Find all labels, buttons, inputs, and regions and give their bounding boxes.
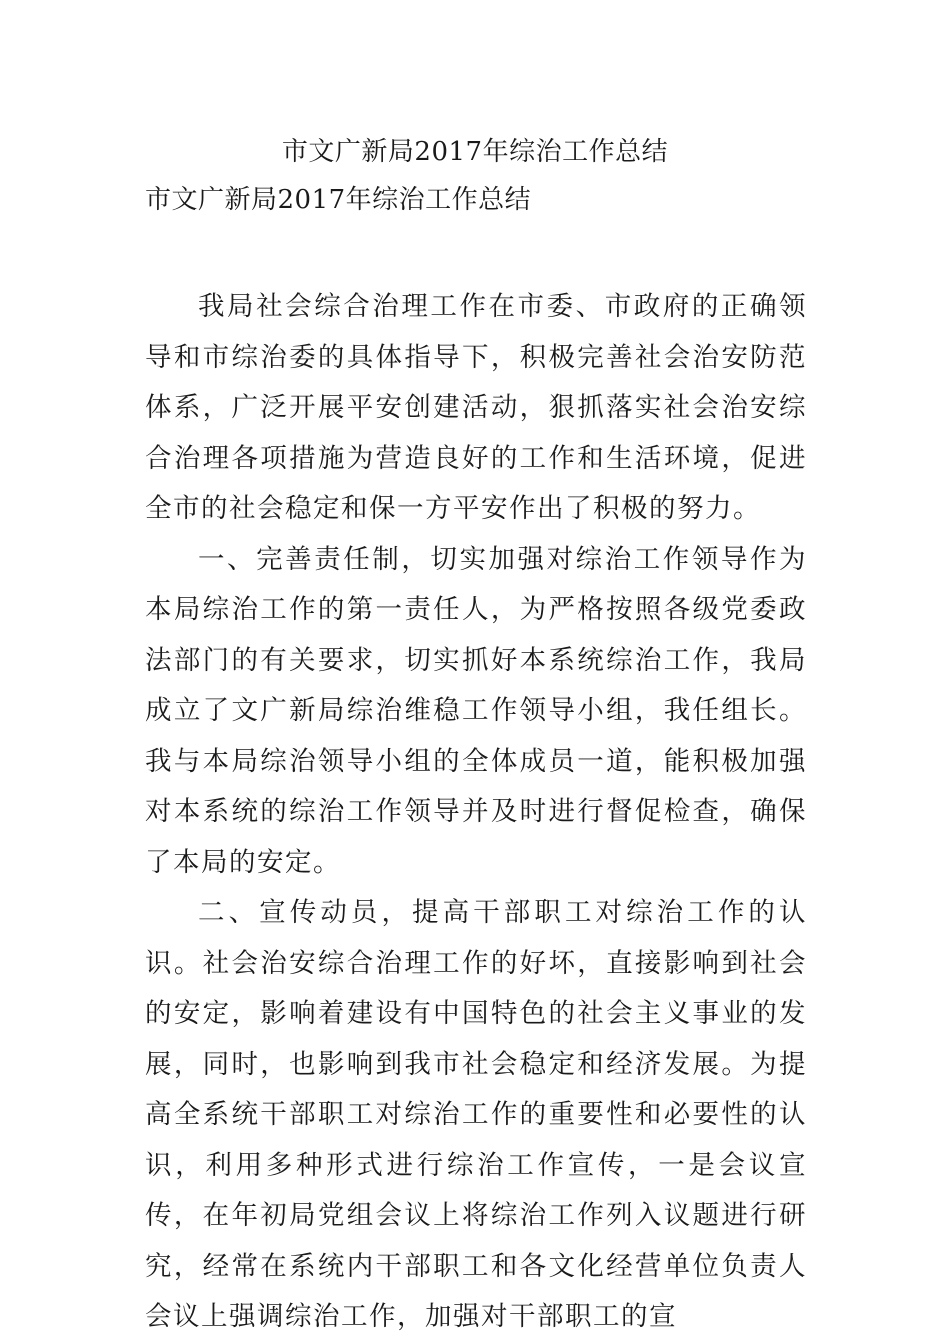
document-title: 市文广新局2017年综治工作总结 xyxy=(281,137,669,167)
document-body xyxy=(145,282,807,1343)
document-subtitle: 市文广新局2017年综治工作总结 xyxy=(145,185,532,215)
paragraph-section-2: 二、宣传动员，提高干部职工对综治工作的认识。社会治安综合治理工作的好坏，直接影响到社会的安定，影响着建设有中国特色的社会主义事业的发展，同时，也影响到我市社会稳定和经济发展。为提高全系统干部职工对综治工作的重要性和必要性的认识，利用多种形式进行综治工作宣传，一是会议宣传，在年初局党组会议上将综治工作列入议题进行研究，经常在系统内干部职工和各文化经营单位负责人会议上强调综治工作，加强对干部职工的宣 xyxy=(145,897,807,1332)
paragraph-intro: 我局社会综合治理工作在市委、市政府的正确领导和市综治委的具体指导下，积极完善社会治安防范体系，广泛开展平安创建活动，狠抓落实社会治安综合治理各项措施为营造良好的工作和生活环境，促进全市的社会稳定和保一方平安作出了积极的努力。 xyxy=(145,291,807,524)
paragraph-section-1: 一、完善责任制，切实加强对综治工作领导作为本局综治工作的第一责任人，为严格按照各级党委政法部门的有关要求，切实抓好本系统综治工作，我局成立了文广新局综治维稳工作领导小组，我任组长。我与本局综治领导小组的全体成员一道，能积极加强对本系统的综治工作领导并及时进行督促检查，确保了本局的安定。 xyxy=(145,543,807,878)
